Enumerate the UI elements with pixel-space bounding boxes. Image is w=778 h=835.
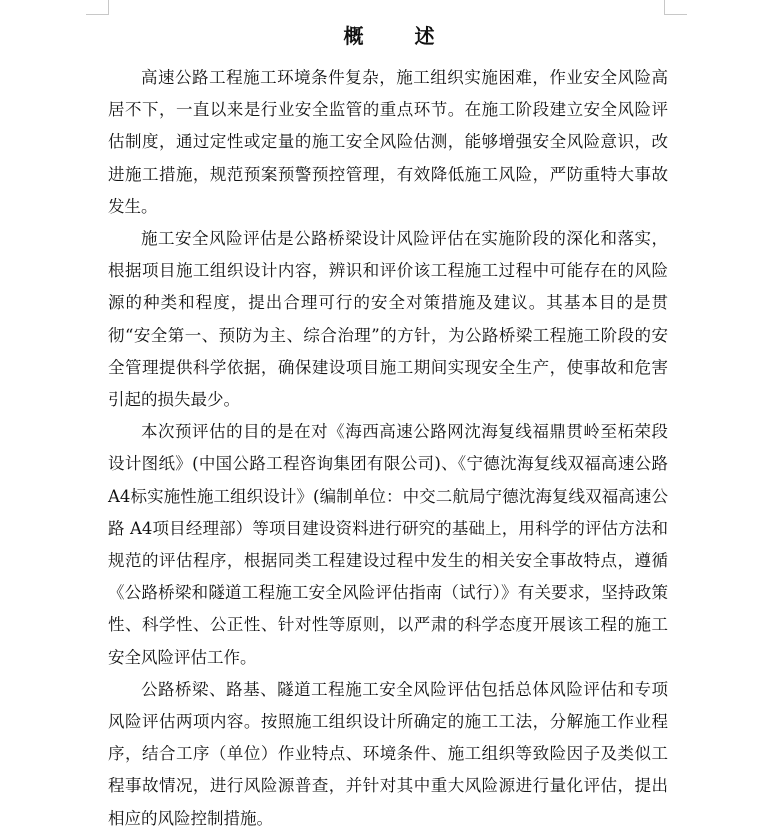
page-title: 概 述 xyxy=(343,24,457,48)
paragraph-2: 施工安全风险评估是公路桥梁设计风险评估在实施阶段的深化和落实，根据项目施工组织设计内容，辨识和评价该工程施工过程中可能存在的风险源的种类和程度，提出合理可行的安全对策措施及建议。其基本目的是贯彻“安全第一、预防为主、综合治理”的方针，为公路桥梁工程施工阶段的安全管理提供科学依据，确保建设项目施工期间实现安全生产，使事故和危害引起的损失最少。 xyxy=(108,229,668,410)
paragraph-1: 高速公路工程施工环境条件复杂，施工组织实施困难，作业安全风险高居不下，一直以来是行业安全监管的重点环节。在施工阶段建立安全风险评估制度，通过定性或定量的施工安全风险估测，能够增强安全风险意识，改进施工措施，规范预案预警预控管理，有效降低施工风险，严防重特大事故发生。 xyxy=(108,68,668,216)
document-body xyxy=(108,62,668,835)
crop-mark-top-right xyxy=(664,0,687,15)
crop-mark-top-left xyxy=(86,0,109,15)
paragraph-3: 本次预评估的目的是在对《海西高速公路网沈海复线福鼎贯岭至柘荣段设计图纸》(中国公路工程咨询集团有限公司)、《宁德沈海复线双福高速公路 A4标实施性施工组织设计》(编制单位：中交二航局宁德沈海复线双福高速公路 A4项目经理部）等项目建设资料进行研究的基础上，用科学的评估方法和规范的评估程序，根据同类工程建设过程中发生的相关安全事故特点，遵循《公路桥梁和隧道工程施工安全风险评估指南（试行）》有关要求，坚持政策性、科学性、公正性、针对性等原则，以严肃的科学态度开展该工程的施工安全风险评估工作。 xyxy=(108,422,668,667)
paragraph-4: 公路桥梁、路基、隧道工程施工安全风险评估包括总体风险评估和专项风险评估两项内容。按照施工组织设计所确定的施工工法，分解施工作业程序，结合工序（单位）作业特点、环境条件、施工组织等致险因子及类似工程事故情况，进行风险源普查，并针对其中重大风险源进行量化评估，提出相应的风险控制措施。 xyxy=(108,679,668,828)
